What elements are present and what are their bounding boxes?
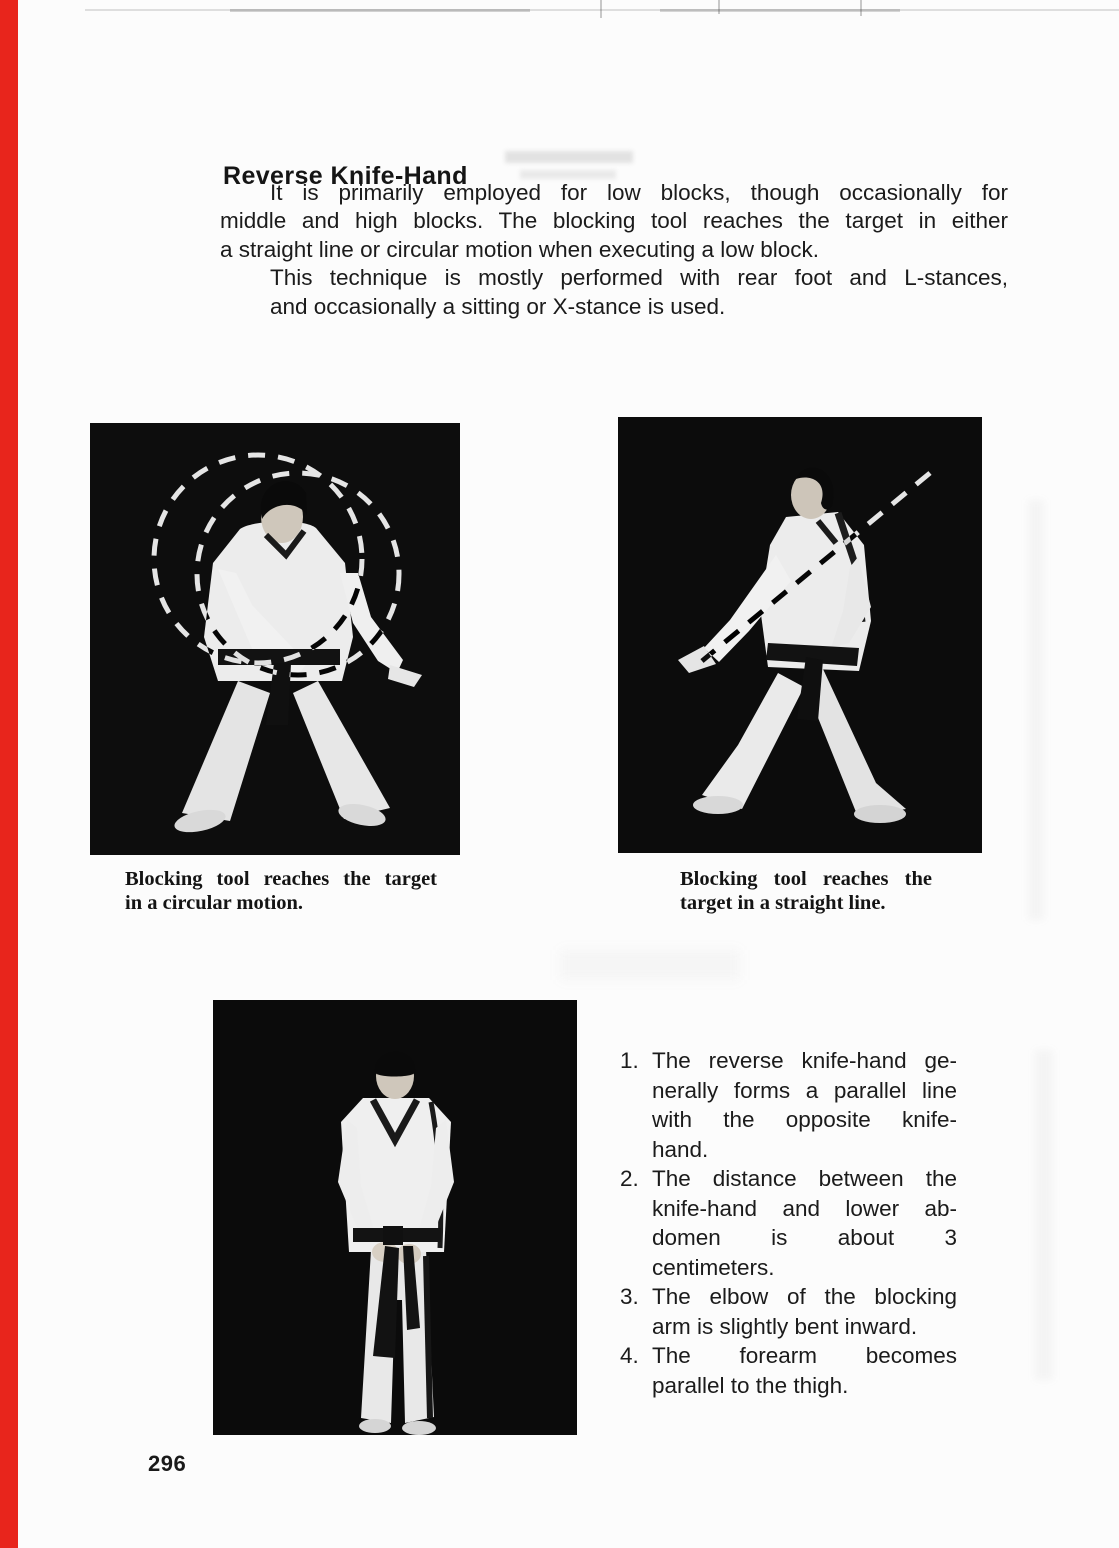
text-line: middle and high blocks. The blocking tool reaches the target in either: [220, 208, 1008, 234]
caption-line: in a circular motion.: [125, 891, 304, 914]
text-line: The distance between the: [652, 1166, 957, 1191]
martial-artist-straight-block-figure: [618, 417, 982, 853]
scan-artifact-streak: [1035, 1050, 1053, 1380]
scan-artifact-tick: [600, 0, 602, 18]
photo-ready-posture: [213, 1000, 577, 1435]
martial-artist-circular-block-figure: [90, 423, 460, 855]
caption-circular-motion: [125, 868, 437, 915]
text-line: The elbow of the blocking: [652, 1284, 957, 1309]
text-line: arm is slightly bent inward.: [652, 1313, 918, 1339]
photo-straight-line-block: [618, 417, 982, 853]
text-line: nerally forms a parallel line: [652, 1077, 957, 1103]
scan-artifact-ghost: [520, 170, 616, 179]
text-line: parallel to the thigh.: [652, 1372, 849, 1398]
caption-line: target in a straight line.: [680, 891, 886, 914]
caption-line: Blocking tool reaches the target: [125, 868, 437, 890]
paragraph-2: [220, 264, 1008, 321]
scan-artifact-tick: [860, 0, 862, 16]
scan-artifact-line: [660, 9, 900, 12]
list-item-number: 4.: [620, 1343, 639, 1368]
list-item: [620, 1046, 957, 1164]
scan-artifact-streak: [560, 950, 740, 980]
key-points-list: [620, 1046, 957, 1400]
scan-artifact-streak: [1028, 500, 1044, 920]
caption-straight-line: [680, 868, 932, 915]
scan-artifact-ghost: [505, 151, 633, 163]
text-line: The reverse knife-hand ge-: [652, 1048, 957, 1073]
list-item: [620, 1341, 957, 1400]
text-line: centimeters.: [652, 1254, 775, 1280]
list-item-number: 1.: [620, 1048, 639, 1073]
text-line: a straight line or circular motion when executing a low block.: [220, 236, 820, 262]
text-line: It is primarily employed for low blocks, though occasionally for: [270, 180, 1008, 205]
list-item: [620, 1282, 957, 1341]
text-line: hand.: [652, 1136, 709, 1162]
caption-line: Blocking tool reaches the: [680, 868, 932, 890]
paragraph-1: [220, 179, 1008, 264]
text-line: The forearm becomes: [652, 1343, 957, 1368]
list-item: [620, 1164, 957, 1282]
page-number: 296: [148, 1451, 187, 1476]
intro-paragraphs: [220, 179, 1008, 321]
list-item-number: 3.: [620, 1284, 639, 1309]
martial-artist-front-figure: [213, 1000, 577, 1435]
list-item-number: 2.: [620, 1166, 639, 1191]
scan-artifact-tick: [718, 0, 720, 14]
text-line: domen is about 3: [652, 1225, 957, 1250]
text-line: This technique is mostly performed with rear foot and L-stances,: [270, 265, 1008, 291]
text-line: and occasionally a sitting or X-stance is used.: [270, 293, 726, 319]
photo-circular-motion-block: [90, 423, 460, 855]
page-edge-red-strip: [0, 0, 18, 1548]
text-line: with the opposite knife-: [652, 1107, 957, 1132]
text-line: knife-hand and lower ab-: [652, 1195, 957, 1221]
page-title: Reverse Knife-Hand: [223, 161, 468, 190]
scan-artifact-line: [230, 9, 530, 12]
